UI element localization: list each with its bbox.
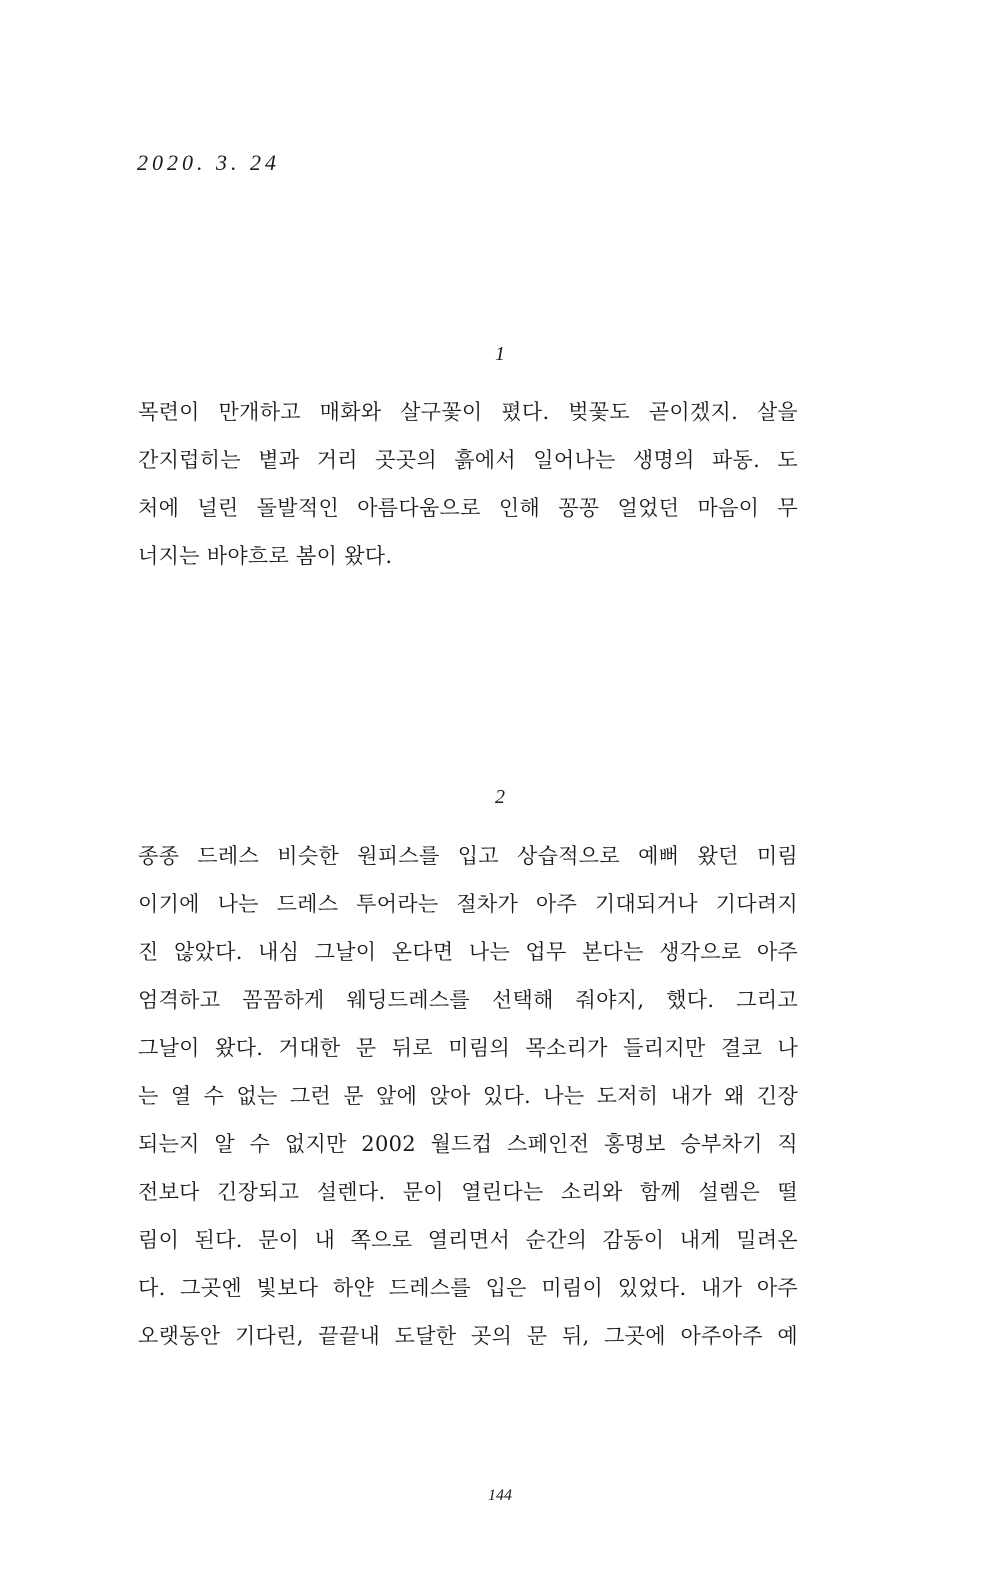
- page-number: 144: [488, 1487, 512, 1504]
- paragraph-line: 종종 드레스 비슷한 원피스를 입고 상습적으로 예뻐 왔던 미림: [138, 844, 798, 868]
- paragraph-line: 간지럽히는 볕과 거리 곳곳의 흙에서 일어나는 생명의 파동. 도: [138, 448, 798, 472]
- paragraph-line: 이기에 나는 드레스 투어라는 절차가 아주 기대되거나 기다려지: [138, 892, 798, 916]
- entry-date: 2020. 3. 24: [137, 150, 280, 175]
- paragraph-line: 전보다 긴장되고 설렌다. 문이 열린다는 소리와 함께 설렘은 떨: [138, 1180, 798, 1204]
- paragraph-line: 림이 된다. 문이 내 쪽으로 열리면서 순간의 감동이 내게 밀려온: [138, 1228, 798, 1252]
- section-2-paragraph: [138, 832, 798, 1360]
- paragraph-line: 너지는 바야흐로 봄이 왔다.: [138, 544, 393, 568]
- section-1-paragraph: [138, 388, 798, 580]
- paragraph-line: 그날이 왔다. 거대한 문 뒤로 미림의 목소리가 들리지만 결코 나: [138, 1036, 798, 1060]
- paragraph-line: 되는지 알 수 없지만 2002 월드컵 스페인전 홍명보 승부차기 직: [138, 1132, 798, 1156]
- paragraph-line: 진 않았다. 내심 그날이 온다면 나는 업무 본다는 생각으로 아주: [138, 940, 798, 964]
- section-number-2: 2: [495, 786, 505, 808]
- section-number-1: 1: [495, 343, 505, 365]
- paragraph-line: 는 열 수 없는 그런 문 앞에 앉아 있다. 나는 도저히 내가 왜 긴장: [138, 1084, 798, 1108]
- paragraph-line: 오랫동안 기다린, 끝끝내 도달한 곳의 문 뒤, 그곳에 아주아주 예: [138, 1324, 798, 1348]
- paragraph-line: 목련이 만개하고 매화와 살구꽃이 폈다. 벚꽃도 곧이겠지. 살을: [138, 400, 798, 424]
- paragraph-line: 다. 그곳엔 빛보다 하얀 드레스를 입은 미림이 있었다. 내가 아주: [138, 1276, 798, 1300]
- paragraph-line: 엄격하고 꼼꼼하게 웨딩드레스를 선택해 줘야지, 했다. 그리고: [138, 988, 798, 1012]
- paragraph-line: 처에 널린 돌발적인 아름다움으로 인해 꽁꽁 얼었던 마음이 무: [138, 496, 798, 520]
